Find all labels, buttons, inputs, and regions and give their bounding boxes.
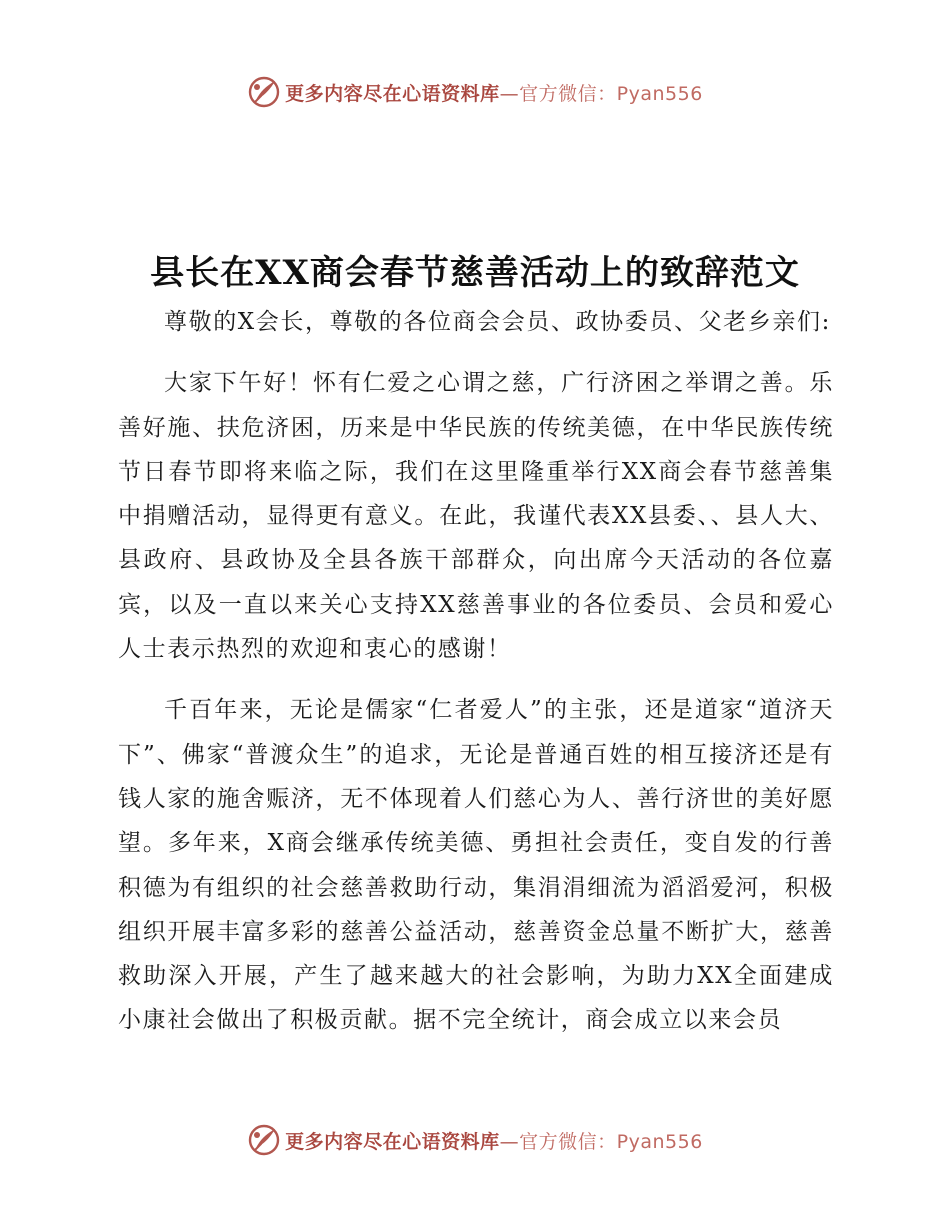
banner-text	[285, 1127, 703, 1154]
banner-library-name: 更多内容尽在心语资料库	[285, 1130, 500, 1153]
paragraph-greeting: 大家下午好！怀有仁爱之心谓之慈，广行济困之举谓之善。乐善好施、扶危济困，历来是中华民族的传统美德，在中华民族传统节日春节即将来临之际，我们在这里隆重举行XX商会春节慈善集中捐赠活动，显得更有意义。在此，我谨代表XX县委、、县人大、县政府、县政协及全县各族干部群众，向出席今天活动的各位嘉宾，以及一直以来关心支持XX慈善事业的各位委员、会员和爱心人士表示热烈的欢迎和衷心的感谢！	[118, 370, 834, 663]
quill-logo-icon	[247, 1123, 281, 1157]
banner-wechat-id: 官方微信：Pyan556	[519, 82, 703, 105]
footer-banner	[0, 1120, 950, 1160]
paragraph-history: 千百年来，无论是儒家“仁者爱人”的主张，还是道家“道济天下”、佛家“普渡众生”的追求，无论是普通百姓的相互接济还是有钱人家的施舍赈济，无不体现着人们慈心为人、善行济世的美好愿望。多年来，X商会继承传统美德、勇担社会责任，变自发的行善积德为有组织的社会慈善救助行动，集涓涓细流为滔滔爱河，积极组织开展丰富多彩的慈善公益活动，慈善资金总量不断扩大，慈善救助深入开展，产生了越来越大的社会影响，为助力XX全面建成小康社会做出了积极贡献。据不完全统计，商会成立以来会员	[118, 697, 834, 1034]
banner-library-name: 更多内容尽在心语资料库	[285, 82, 500, 105]
banner-wechat-id: 官方微信：Pyan556	[519, 1130, 703, 1153]
banner-text	[285, 79, 703, 106]
banner-separator: —	[499, 82, 520, 105]
paragraph-salutation: 尊敬的X会长，尊敬的各位商会会员、政协委员、父老乡亲们:	[164, 309, 831, 335]
header-banner	[0, 72, 950, 112]
document-title: 县长在XX商会春节慈善活动上的致辞范文	[150, 252, 800, 293]
quill-logo-icon	[247, 75, 281, 109]
document-body	[118, 300, 834, 1060]
banner-separator: —	[499, 1130, 520, 1153]
